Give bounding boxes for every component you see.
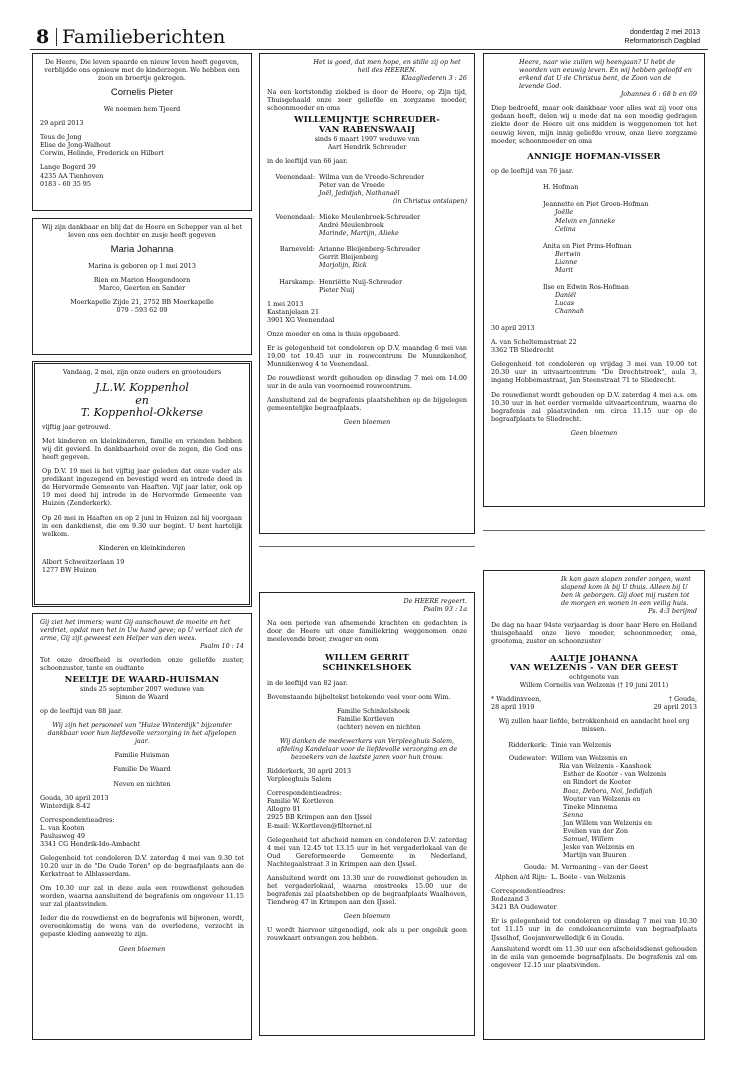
paragraph: Gelegenheid tot condoleren D.V. zaterdag 4 mei van 9.30 tot 10.20 uur in de "De Oude Toren" op de begraafplaats aan de Kerkstraat te Alblasserdam.: [40, 853, 244, 879]
family-line: Henriëtte Nuij-Schreuder: [319, 277, 403, 286]
child-name: Maria Johanna: [110, 244, 174, 256]
address-line: A. van Scheltemastraat 22: [491, 338, 577, 347]
age-line: op de leeftijd van 88 jaar.: [40, 707, 123, 716]
notice-intro: Diep bedroefd, maar ook dankbaar voor alles wat zij voor ons gedaan heeft, delen wij u mede dat na een moedig gedragen ziekte door de Heere uit ons midden is weggenomen tot het eeuwig leven, mijn innig geliefde vrouw, onze lieve zorgzame moeder, schoonmoeder en oma: [491, 104, 697, 145]
paragraph: De rouwdienst wordt gehouden op D.V. zaterdag 4 mei a.s. om 10.30 uur in het eerder vermelde uitvaartcentrum, waarna de begrafenis zal plaatsvinden om circa 11.15 uur op de begraafplaats te Sliedrecht.: [491, 390, 697, 423]
verse-reference: Psalm 93 : 1a: [423, 605, 467, 614]
flowers-line: Geen bloemen: [343, 912, 391, 921]
signature-line: Kinderen en kleinkinderen: [98, 543, 186, 552]
address-block: [40, 163, 244, 187]
column-rule: [259, 546, 475, 547]
birth-place: * Waddinxveen,: [491, 694, 542, 703]
family-line: Mieke Meulenbroek-Schreuder: [319, 213, 421, 222]
family-line: (achter) neven en nichten: [337, 722, 421, 731]
family-note: (in Christus ontslapen): [392, 197, 467, 206]
notice-intro: Na een periode van afnemende krachten en gedachten is door de Heere uit onze familiekring weggenomen onze meelevende broer, zwager en oom: [267, 619, 467, 644]
family-line: Familie Huisman: [114, 751, 170, 760]
correspondence-label: Correspondentieadres:: [491, 887, 566, 896]
birth-date: 28 april 1919: [491, 703, 535, 711]
family-line: L. Boele - van Welzenis: [551, 873, 626, 882]
verse-reference: Johannes 6 : 68 b en 69: [620, 90, 697, 99]
parent-line: Elise de Jong-Walhout: [40, 141, 111, 150]
family-group: [267, 278, 467, 294]
paragraph: Bovenstaande bijbeltekst betekende veel voor oom Wim.: [267, 692, 451, 701]
place-line: Ridderkerk, 30 april 2013: [267, 767, 352, 776]
family-line: Martijn van Buuren: [563, 851, 627, 859]
sibling-line: Marco, Geerten en Sander: [98, 284, 186, 293]
anniversary-notice-koppenhol: [32, 361, 252, 607]
flowers-line: Geen bloemen: [570, 428, 618, 437]
grandchildren-line: Boaz, Debora, Noï, Jedidjah: [563, 786, 653, 795]
paragraph: Aansluitend wordt om 13.30 uur de rouwdienst gehouden in het vergaderlokaal, waarna omstreeks 15.00 uur de begrafenis zal plaatshebben op de begraafplaats Waalhoven, Tiendweg 47 in Krimpen aan den IJssel.: [267, 873, 467, 906]
notice-intro: Na een kortstondig ziekbed is door de Heere, op Zijn tijd, Thuisgehaald onze zeer geliefde en zorgzame moeder, schoonmoeder en oma: [267, 88, 467, 113]
grandchild-line: Bertwin: [555, 249, 581, 258]
address-line: Winterdijk 8-42: [40, 801, 91, 810]
grandchildren-line: Samuel, Willem: [563, 834, 614, 843]
address-line: Albert Schweitzerlaan 19: [42, 557, 125, 566]
deceased-name: AALTJE JOHANNA: [550, 652, 638, 663]
family-line: Ilse en Edwin Ros-Hofman: [543, 282, 629, 291]
paragraph: Ieder die de rouwdienst en de begrafenis wil bijwonen, wordt, overeenkomstig de wens van de overledene, verzocht in gepaste kleding aanwezig te zijn.: [40, 914, 244, 939]
family-line: Jeannette en Piet Groen-Hofman: [543, 200, 649, 209]
family-line: Jeske van Welzenis en: [563, 842, 635, 851]
paragraph: Er is gelegenheid tot condoleren op D.V. maandag 6 mei van 19.00 tot 19.45 uur in rouwcentrum De Munnikenhof, Munnikenweg 4 te Veenendaal.: [267, 343, 467, 368]
obituary-neeltje: [32, 613, 252, 1040]
family-group: [267, 213, 467, 237]
family-line: Familie De Waard: [113, 765, 171, 774]
paragraph: Gelegenheid tot afscheid nemen en condoleren D.V. zaterdag 4 mei van 12.45 tot 13.15 uur in het vergaderlokaal van de Oud Gereformeerde Gemeente in Nederland, Nachtegaalstraat 3 in Krimpen aan den IJssel.: [267, 835, 467, 868]
deceased-name: VAN RABENSWAAIJ: [318, 124, 416, 135]
paragraph: Aansluitend wordt om 11.30 uur een afscheidsdienst gehouden in de aula van genoemde begraafplaats. De begrafenis zal om ongeveer 12.15 uur plaatsvinden.: [491, 944, 697, 969]
obituary-willemijntje: [259, 53, 475, 534]
obituary-aaltje: [483, 570, 705, 1040]
family-group: [267, 245, 467, 269]
address-line: Lange Bogerd 39: [40, 163, 96, 172]
notice-intro: Wij zijn dankbaar en blij dat de Heere en Schepper van al het leven ons een dochter en zusje heeft gegeven: [41, 223, 243, 240]
paragraph: De rouwdienst wordt gehouden op dinsdag 7 mei om 14.00 uur in de aula van voornoemd rouwcentrum.: [267, 374, 467, 391]
family-line: Evelien van der Zon: [563, 826, 629, 835]
family-place: Oudewater:: [508, 754, 547, 763]
family-line: M. Vermaning - van der Geest: [551, 863, 648, 872]
address-line: Kastanjelaan 21: [267, 307, 320, 316]
grandchildren-line: Joël, Jedidjah, Nathanaël: [319, 189, 400, 197]
grandchildren-line: Marinde, Martijn, Alieke: [319, 229, 399, 238]
paragraph: Op 26 mei in Haaften en op 2 juni in Huizen zal hij voorgaan in een dankdienst, die om 9.30 uur begint. U bent hartelijk welkom.: [42, 513, 242, 538]
family-place: Veenendaal:: [275, 172, 315, 181]
family-place: Alphen a/d Rijn:: [495, 873, 547, 882]
family-line: Willem van Welzenis en: [551, 754, 628, 763]
husband-line: H. Hofman: [543, 183, 579, 192]
grandchild-line: Daniël: [555, 290, 576, 299]
spouse-label: echtgenote van: [569, 672, 619, 681]
child-name: Cornelis Pieter: [110, 87, 174, 99]
spouse-name: Willem Cornelis van Welzenis († 19 juni 2011): [519, 680, 669, 689]
newspaper-name: Reformatorisch Dagblad: [624, 38, 700, 46]
grandchild-line: Marit: [555, 265, 574, 274]
correspondence-label: Correspondentieadres:: [267, 789, 342, 798]
family-line: en Rindert de Kooter: [563, 778, 632, 787]
correspondence-line: 3421 BA Oudewater: [491, 903, 557, 912]
family-line: Tinie van Welzenis: [551, 741, 612, 750]
deceased-name: VAN WELZENIS - VAN DER GEEST: [509, 662, 679, 673]
grandchild-line: Celina: [555, 224, 576, 233]
notice-intro: Vandaag, 2 mei, zijn onze ouders en grootouders: [62, 368, 222, 376]
place-line: 1 mei 2013: [267, 299, 304, 308]
address-line: Verpleeghuis Salem: [267, 775, 332, 784]
flowers-line: Geen bloemen: [118, 944, 166, 953]
age-line: op de leeftijd van 76 jaar.: [491, 167, 574, 176]
notice-intro: De dag na haar 94ste verjaardag is door haar Here en Heiland thuisgehaald onze lieve moeder, schoonmoeder, oma, grootoma, zuster en schoonzuster: [491, 621, 697, 646]
spouse-name: J.L.W. Koppenhol: [95, 381, 189, 395]
born-line: Marina is geboren op 1 mei 2013: [88, 262, 196, 271]
grandchild-line: Lucas: [555, 299, 575, 308]
parent-line: Teus de Jong: [40, 133, 82, 142]
bible-verse: Heere, naar wie zullen wij heengaan? U hebt de woorden van eeuwig leven. En wij hebben geloofd en erkend dat U de Christus bent, de Zoon van de levende God.: [519, 58, 692, 91]
phone-line: 0183 - 60 35 95: [40, 179, 91, 188]
remember-text: Wij zullen haar liefde, betrokkenheid en aandacht heel erg missen.: [498, 717, 690, 734]
correspondence-line: Allegro 91: [267, 805, 301, 814]
family-place: Barneveld:: [279, 245, 315, 254]
grandchild-line: Joëlle: [555, 208, 574, 217]
grandchild-line: Melvin en Janneke: [555, 216, 616, 225]
correspondence-line: 3341 CG Hendrik-Ido-Ambacht: [40, 839, 141, 848]
thanks-text: Wij danken de medewerkers van Verpleeghuis Salem, afdeling Kandelaar voor de liefdevolle verzorging en de bezoekers van de laatste jaren voor hun trouw.: [276, 736, 458, 762]
age-line: in de leeftijd van 82 jaar.: [267, 678, 348, 687]
deceased-name: SCHINKELSHOEK: [322, 661, 412, 672]
paragraph: Er is gelegenheid tot condoleren op dinsdag 7 mei van 10.30 tot 11.15 uur in de condoleanceruimte van begraafplaats IJsselhof, Goejanverwelledijk 6 in Gouda.: [491, 917, 697, 942]
conjunction: en: [135, 393, 149, 407]
family-line: Jan Willem van Welzenis en: [563, 818, 652, 827]
family-group: [491, 200, 697, 232]
bible-verse: De HEERE regeert.: [403, 597, 467, 605]
family-group: [491, 741, 697, 749]
grandchildren-line: Senna: [563, 810, 584, 819]
family-line: Familie Schinkelshoek: [337, 706, 410, 715]
correspondence-line: Paulusweg 49: [40, 831, 85, 840]
grandchildren-line: Marjolijn, Rick: [319, 261, 367, 270]
death-date: 29 april 2013: [653, 703, 697, 711]
family-line: Wouter van Welzenis en: [563, 794, 641, 803]
family-group: [491, 242, 697, 274]
family-line: Wilma van de Vreede-Schreuder: [319, 172, 425, 181]
parent-line: Rien en Marion Hoogendoorn: [93, 276, 191, 285]
correspondence-label: Correspondentieadres:: [40, 815, 115, 824]
age-line: in de leeftijd van 66 jaar.: [267, 156, 348, 165]
grandchild-line: Lianne: [555, 257, 578, 266]
notice-date: 30 april 2013: [491, 324, 535, 333]
place-line: Gouda, 30 april 2013: [40, 793, 109, 802]
family-line: Esther de Kooter - van Welzenis: [563, 770, 667, 779]
notice-date: 29 april 2013: [40, 119, 84, 128]
flowers-line: Geen bloemen: [343, 418, 391, 427]
correspondence-line: Familie W. Kortleven: [267, 797, 334, 806]
address-line: 1277 BW Huizen: [42, 565, 97, 574]
death-place: † Gouda,: [668, 694, 697, 703]
widow-line: sinds 6 maart 1997 weduwe van: [314, 134, 420, 143]
verse-reference: Psalm 10 : 14: [200, 642, 244, 651]
family-place: Ridderkerk:: [508, 741, 547, 750]
family-line: Tineke Minnema: [563, 802, 618, 811]
paragraph: Op D.V. 19 mei is het vijftig jaar geleden dat onze vader als predikant ingezegend en bevestigd werd en intrede deed in de Hervormde Gemeente van Haaften. Vijf jaar later, ook op 19 mei deed hij intrede in de Hervormde Gemeente van Huizen (Zenderkerk).: [42, 467, 242, 508]
years-line: vijftig jaar getrouwd.: [42, 422, 111, 431]
family-group: [491, 754, 697, 859]
page-header: [30, 24, 708, 50]
address-line: 3362 TB Sliedrecht: [491, 346, 554, 355]
column-rule: [483, 530, 705, 531]
address-line: 3901 XG Veenendaal: [267, 315, 335, 324]
widow-line: sinds 25 september 2007 weduwe van: [79, 685, 205, 694]
family-group: [267, 173, 467, 205]
phone-line: 079 - 593 62 09: [116, 306, 168, 315]
email-line: E-mail: W.Kortleven@filternet.nl: [267, 821, 372, 830]
family-line: Peter van de Vreede: [319, 180, 385, 189]
thanks-text: Wij zijn het personeel van "Huize Winterdijk" bijzonder dankbaar voor hun liefdevolle verzorging in het afgelopen jaar.: [47, 721, 237, 746]
deceased-name: WILLEMIJNTJE SCHREUDER-: [294, 114, 440, 125]
address-line: 4235 AA Tienhoven: [40, 171, 104, 180]
notice-intro: De Heere, Die leven spaarde en nieuw leven heeft gegeven, verblijdde ons opnieuw met de kinderzegen. We hebben een zoon en broertje gekregen.: [44, 58, 240, 83]
closing-text: U wordt hiervoor uitgenodigd, ook als u per ongeluk geen rouwkaart ontvangen zou hebben.: [267, 926, 467, 943]
family-place: Gouda:: [523, 863, 547, 872]
deceased-name: ANNIGJE HOFMAN-VISSER: [527, 150, 661, 161]
paragraph: Om 10.30 uur zal in deze aula een rouwdienst gehouden worden, waarna aansluitend de begrafenis om ongeveer 11.15 uur zal plaatsvinden.: [40, 884, 244, 909]
address-line: Moerkapelle Zijde 21, 2752 BB Moerkapelle: [70, 298, 214, 307]
birth-notice-maria: [32, 218, 252, 355]
paragraph: Aansluitend zal de begrafenis plaatshebben op de bijgelegen gemeentelijke begraafplaats.: [267, 396, 467, 413]
correspondence-line: L. van Kooten: [40, 823, 85, 832]
bible-verse: Ik kan gaan slapen zonder zorgen, want slapend kom ik bij U thuis. Alleen bij U ben ik geborgen. Gij doet mij rusten tot de morgen en wonen in een veilig huis.: [561, 575, 691, 608]
paragraph: Onze moeder en oma is thuis opgebaard.: [267, 329, 401, 338]
family-line: Arianne Bleijenberg-Schreuder: [319, 245, 421, 254]
correspondence-line: 2925 BB Krimpen aan den IJssel: [267, 813, 372, 822]
family-group: [491, 873, 697, 881]
obituary-willem: [259, 592, 475, 1036]
page-number: 8: [36, 26, 50, 48]
bible-verse: Het is goed, dat men hope, en stille zij op het heil des HEEREN.: [313, 58, 461, 75]
paragraph: Gelegenheid tot condoleren op vrijdag 3 mei van 19.00 tot 20.30 uur in uitvaartcentrum "De Drechtstreek", aula 3, ingang Hobbemastraat, Jan Steenstraat 71 te Sliedrecht.: [491, 360, 697, 385]
header-divider: [56, 28, 57, 46]
spouse-name: Simon de Waard: [115, 693, 169, 702]
spouse-name: Aart Hendrik Schreuder: [327, 142, 407, 151]
family-line: Familie Kortleven: [337, 714, 395, 723]
family-line: Anita en Piet Prins-Hofman: [543, 241, 632, 250]
birth-death-block: [491, 695, 697, 711]
verse-reference: Klaagliederen 3 : 26: [401, 74, 467, 83]
deceased-name: WILLEM GERRIT: [325, 652, 409, 663]
family-group: [491, 863, 697, 871]
sibling-line: Corwin, Helinde, Frederick en Hilbert: [40, 149, 164, 158]
parents-block: [40, 133, 244, 157]
family-place: Veenendaal:: [275, 213, 315, 222]
paragraph: Met kinderen en kleinkinderen, familie en vrienden hebben wij dit gevierd. In dankbaarheid over de zegen, die God ons heeft gegeven.: [42, 437, 242, 462]
family-line: Pieter Nuij: [319, 285, 355, 294]
nickname-line: We noemen hem Tjeerd: [103, 105, 181, 114]
family-line: Ria van Welzenis - Kaashoek: [559, 762, 652, 771]
section-title: Familieberichten: [62, 26, 226, 48]
verse-reference: Ps. 4:3 berijmd: [648, 607, 697, 616]
deceased-name: NEELTJE DE WAARD-HUISMAN: [64, 674, 220, 685]
spouse-name: T. Koppenhol-Okkerse: [80, 406, 204, 420]
grandchild-line: Channah: [555, 307, 584, 316]
header-date-block: [625, 28, 700, 46]
notice-intro: Tot onze droefheid is overleden onze geliefde zuster, schoonzuster, tante en oudtante: [40, 656, 244, 673]
issue-date: donderdag 2 mei 2013: [629, 29, 700, 36]
family-line: Neven en nichten: [113, 779, 171, 788]
family-place: Harskamp:: [279, 277, 315, 286]
obituary-annigje: [483, 53, 705, 507]
family-line: André Meulenbroek: [319, 221, 384, 230]
family-group: [491, 283, 697, 315]
family-line: Gerrit Bleijenberg: [319, 253, 379, 262]
bible-verse: Gij ziet het immers; want Gij aanschouwt de moeite en het verdriet, opdat men het in Uw hand geve; op U verlaat zich de arme, Gij zijt geweest een Helper van den wees.: [40, 618, 243, 643]
birth-notice-cornelis: [32, 53, 252, 211]
correspondence-line: Rodezand 3: [491, 895, 530, 904]
